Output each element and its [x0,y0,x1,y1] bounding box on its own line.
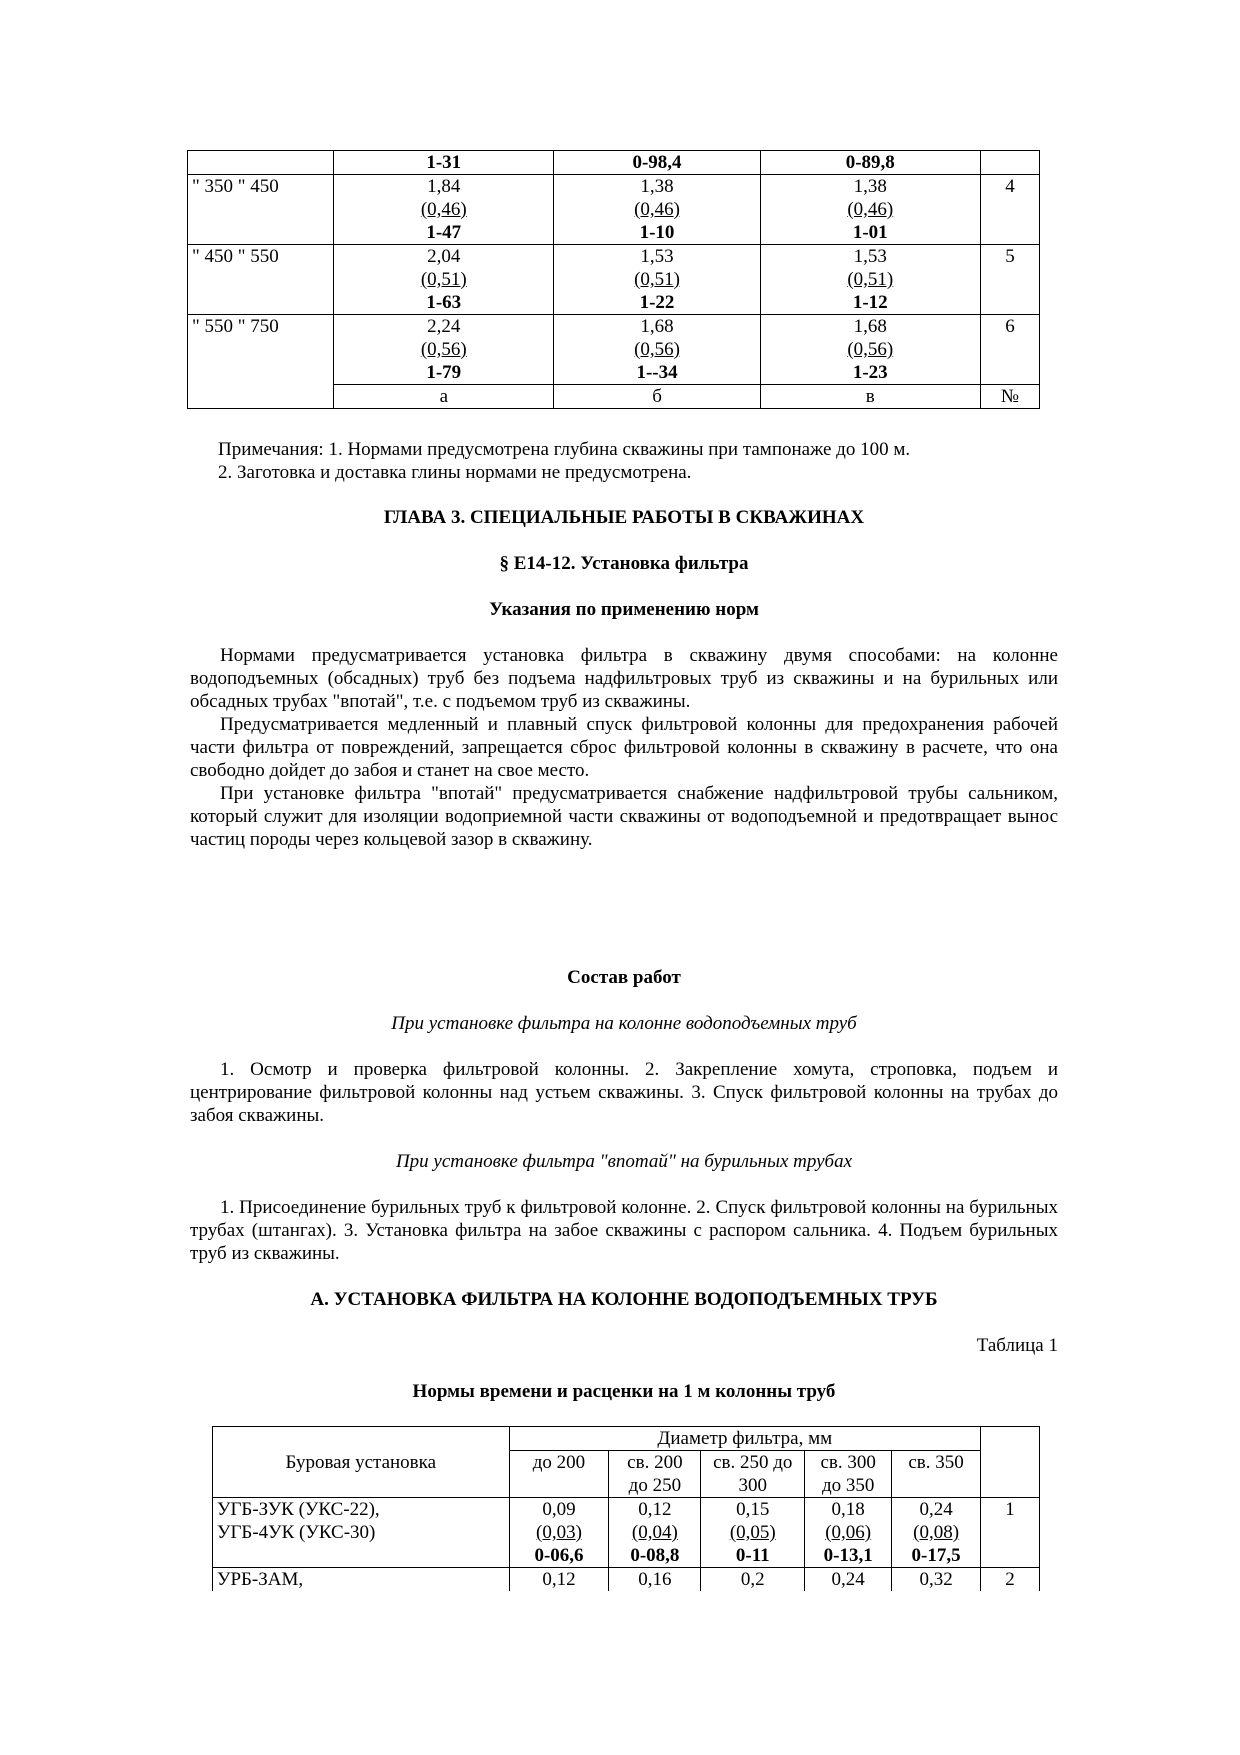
column-group-header: Диаметр фильтра, мм [509,1427,981,1451]
table-label: Таблица 1 [976,1335,1058,1356]
column-letter: а [334,385,554,409]
row-label: " 550 " 750 [188,315,334,385]
table-cell: 0,24 (0,08) 0-17,5 [892,1498,981,1568]
table-row [188,385,1040,409]
table-cell: 1,53 (0,51) 1-22 [554,245,760,315]
table-row [213,1427,1040,1451]
row-label: " 350 " 450 [188,175,334,245]
row-number: 6 [980,315,1039,385]
table-cell: 0,12 (0,04) 0-08,8 [609,1498,701,1568]
column-header: св. 250 до 300 [701,1451,805,1498]
table-cell: 0,09 (0,03) 0-06,6 [509,1498,609,1568]
table-cell: 0-89,8 [760,151,980,175]
work-list-1: 1. Осмотр и проверка фильтровой колонны. 2. Закрепление хомута, строповка, подъем и центрирование фильтровой колонны над устьем скважины. 3. Спуск фильтровой колонны на трубах до забоя скважины. [190,1059,1058,1126]
column-letter: б [554,385,760,409]
table-cell [981,1427,1040,1498]
table-row [188,315,1040,385]
table-row [213,1498,1040,1568]
table-cell: 2,24 (0,56) 1-79 [334,315,554,385]
guidance-title: Указания по применению норм [489,599,759,620]
column-header: св. 300 до 350 [805,1451,892,1498]
table-cell [980,151,1039,175]
table-row [188,151,1040,175]
row-number: 1 [981,1498,1040,1568]
table-cell: 1,68 (0,56) 1--34 [554,315,760,385]
column-header: св. 350 [892,1451,981,1498]
table-cell: 0,24 [805,1568,892,1592]
table-title: Нормы времени и расценки на 1 м колонны труб [412,1381,836,1402]
table-cell [188,151,334,175]
row-number: 5 [980,245,1039,315]
table-cell: 0,15 (0,05) 0-11 [701,1498,805,1568]
table-row [188,245,1040,315]
row-number: 2 [981,1568,1040,1592]
table-cell: 0,2 [701,1568,805,1592]
table-cell: 0,12 [509,1568,609,1592]
table-cell: 0,16 [609,1568,701,1592]
note-line: Примечания: 1. Нормами предусмотрена глубина скважины при тампонаже до 100 м. [218,439,911,460]
row-label: " 450 " 550 [188,245,334,315]
column-letter: № [980,385,1039,409]
subtitle-1: При установке фильтра на колонне водоподъемных труб [391,1013,857,1034]
table-cell: 0-98,4 [554,151,760,175]
note-line: 2. Заготовка и доставка глины нормами не предусмотрена. [218,462,692,483]
subtitle-2: При установке фильтра "впотай" на бурильных трубах [395,1151,853,1172]
part-a-title: А. УСТАНОВКА ФИЛЬТРА НА КОЛОННЕ ВОДОПОДЪЕМНЫХ ТРУБ [310,1289,938,1310]
table-cell: 1-31 [334,151,554,175]
notes [218,438,910,484]
row-number: 4 [980,175,1039,245]
chapter-title: ГЛАВА 3. СПЕЦИАЛЬНЫЕ РАБОТЫ В СКВАЖИНАХ [383,507,865,528]
table-cell: 0,32 [892,1568,981,1592]
top-norms-table [187,150,1040,409]
guidance-text [190,644,1058,851]
column-header: св. 200 до 250 [609,1451,701,1498]
paragraph: Предусматривается медленный и плавный спуск фильтровой колонны для предохранения рабочей части фильтра от повреждений, запрещается сброс фильтровой колонны в скважину в расчете, что она свободно дойдет до забоя и станет на свое место. [190,714,1058,781]
table-cell: 1,38 (0,46) 1-01 [760,175,980,245]
table-cell: 1,53 (0,51) 1-12 [760,245,980,315]
work-list-2: 1. Присоединение бурильных труб к фильтровой колонне. 2. Спуск фильтровой колонны на бурильных трубах (штангах). 3. Установка фильтра на забое скважины с распором сальника. 4. Подъем бурильных труб из скважины. [190,1197,1058,1264]
paragraph: Нормами предусматривается установка фильтра в скважину двумя способами: на колонне водоподъемных (обсадных) труб без подъема надфильтровых труб из скважины и на бурильных или обсадных трубах "впотай", т.е. с подъемом труб из скважины. [190,645,1058,712]
table-cell [188,385,334,409]
table-cell: 1,84 (0,46) 1-47 [334,175,554,245]
column-letter: в [760,385,980,409]
table-row [188,175,1040,245]
first-column-header: Буровая установка [213,1427,510,1498]
table-cell: 0,18 (0,06) 0-13,1 [805,1498,892,1568]
table-row [213,1568,1040,1592]
table-cell: 2,04 (0,51) 1-63 [334,245,554,315]
table-cell: 1,38 (0,46) 1-10 [554,175,760,245]
paragraph: При установке фильтра "впотай" предусматривается снабжение надфильтровой трубы сальником, который служит для изоляции водоприемной части скважины от водоподъемной и предотвращает вынос частиц породы через кольцевой зазор в скважину. [190,783,1058,850]
work-title: Состав работ [567,967,681,988]
row-label: УРБ-ЗАМ, [213,1568,510,1592]
bottom-norms-table [212,1426,1040,1591]
section-title: § Е14-12. Установка фильтра [499,553,749,574]
table-cell: 1,68 (0,56) 1-23 [760,315,980,385]
row-label: УГБ-ЗУК (УКС-22), УГБ-4УК (УКС-30) [213,1498,510,1568]
column-header: до 200 [509,1451,609,1498]
